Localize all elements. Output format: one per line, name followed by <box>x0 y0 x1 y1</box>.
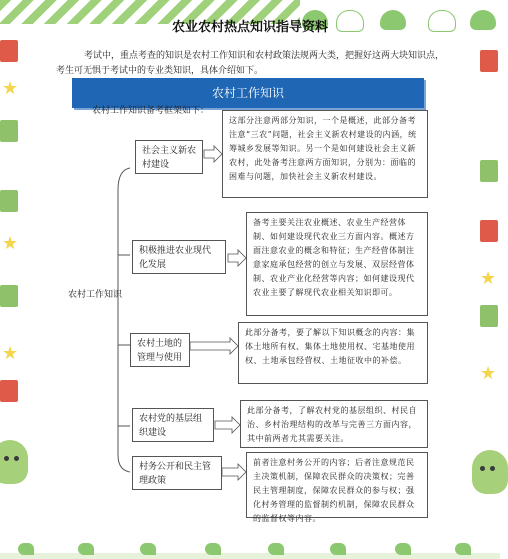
branch-detail-agri-modernization: 备考主要关注农业概述、农业生产经营体制、如何建设现代农业三方面内容。概述方面注意农业的概念和特征；生产经营体制注意家庭承包经营的创立与发展、双层经营体制、农业产业化经营等内容；如何建设现代农业主要了解现代农业相关知识即可。 <box>246 212 428 316</box>
star-icon: ★ <box>2 233 19 254</box>
branch-topic-village-affairs: 村务公开和民主管理政策 <box>132 456 222 490</box>
branch-topic-party-grassroots: 农村党的基层组织建设 <box>132 408 214 442</box>
star-icon: ★ <box>2 78 19 99</box>
branch-topic-agri-modernization: 积极推进农业现代化发展 <box>132 240 226 274</box>
section-banner: 农村工作知识 <box>72 78 424 108</box>
branch-detail-new-countryside: 这部分注意两部分知识，一个是概述，此部分备考注意“三农”问题，社会主义新农村建设的内涵，统筹城乡发展等知识。另一个是如何建设社会主义新农村，此处备考注意两方面知识，分别为：面临的困难与问题，加快社会主义新农村建设。 <box>222 110 428 198</box>
star-icon: ★ <box>480 268 497 289</box>
star-icon: ★ <box>480 363 497 384</box>
branch-detail-land-management: 此部分备考，要了解以下知识概念的内容：集体土地所有权、集体土地使用权、宅基地使用权、土地承包经营权、土地征收中的补偿。 <box>238 322 428 384</box>
star-icon: ★ <box>2 343 19 364</box>
framework-subhead: 农村工作知识备考框架如下： <box>92 106 210 116</box>
root-topic-label: 农村工作知识 <box>68 290 123 300</box>
branch-topic-land-management: 农村土地的管理与使用 <box>130 333 190 367</box>
branch-topic-new-countryside: 社会主义新农村建设 <box>135 140 203 174</box>
page-title: 农业农村热点知识指导资料 <box>171 20 328 35</box>
branch-detail-village-affairs: 前者注意村务公开的内容；后者注意规范民主决策机制，保障农民群众的决策权；完善民主管理制度，保障农民群众的参与权；强化村务管理的监督制约机制，保障农民群众的监督权等内容。 <box>246 452 428 518</box>
branch-detail-party-grassroots: 此部分备考，了解农村党的基层组织、村民自治、乡村治理结构的改革与完善三方面内容，其中前两者尤其需要关注。 <box>240 400 428 448</box>
intro-paragraph: 考试中，重点考查的知识是农村工作知识和农村政策法规两大类，把握好这两大块知识点，考生可无惧于考试中的专业类知识，具体介绍如下。 <box>56 51 445 76</box>
